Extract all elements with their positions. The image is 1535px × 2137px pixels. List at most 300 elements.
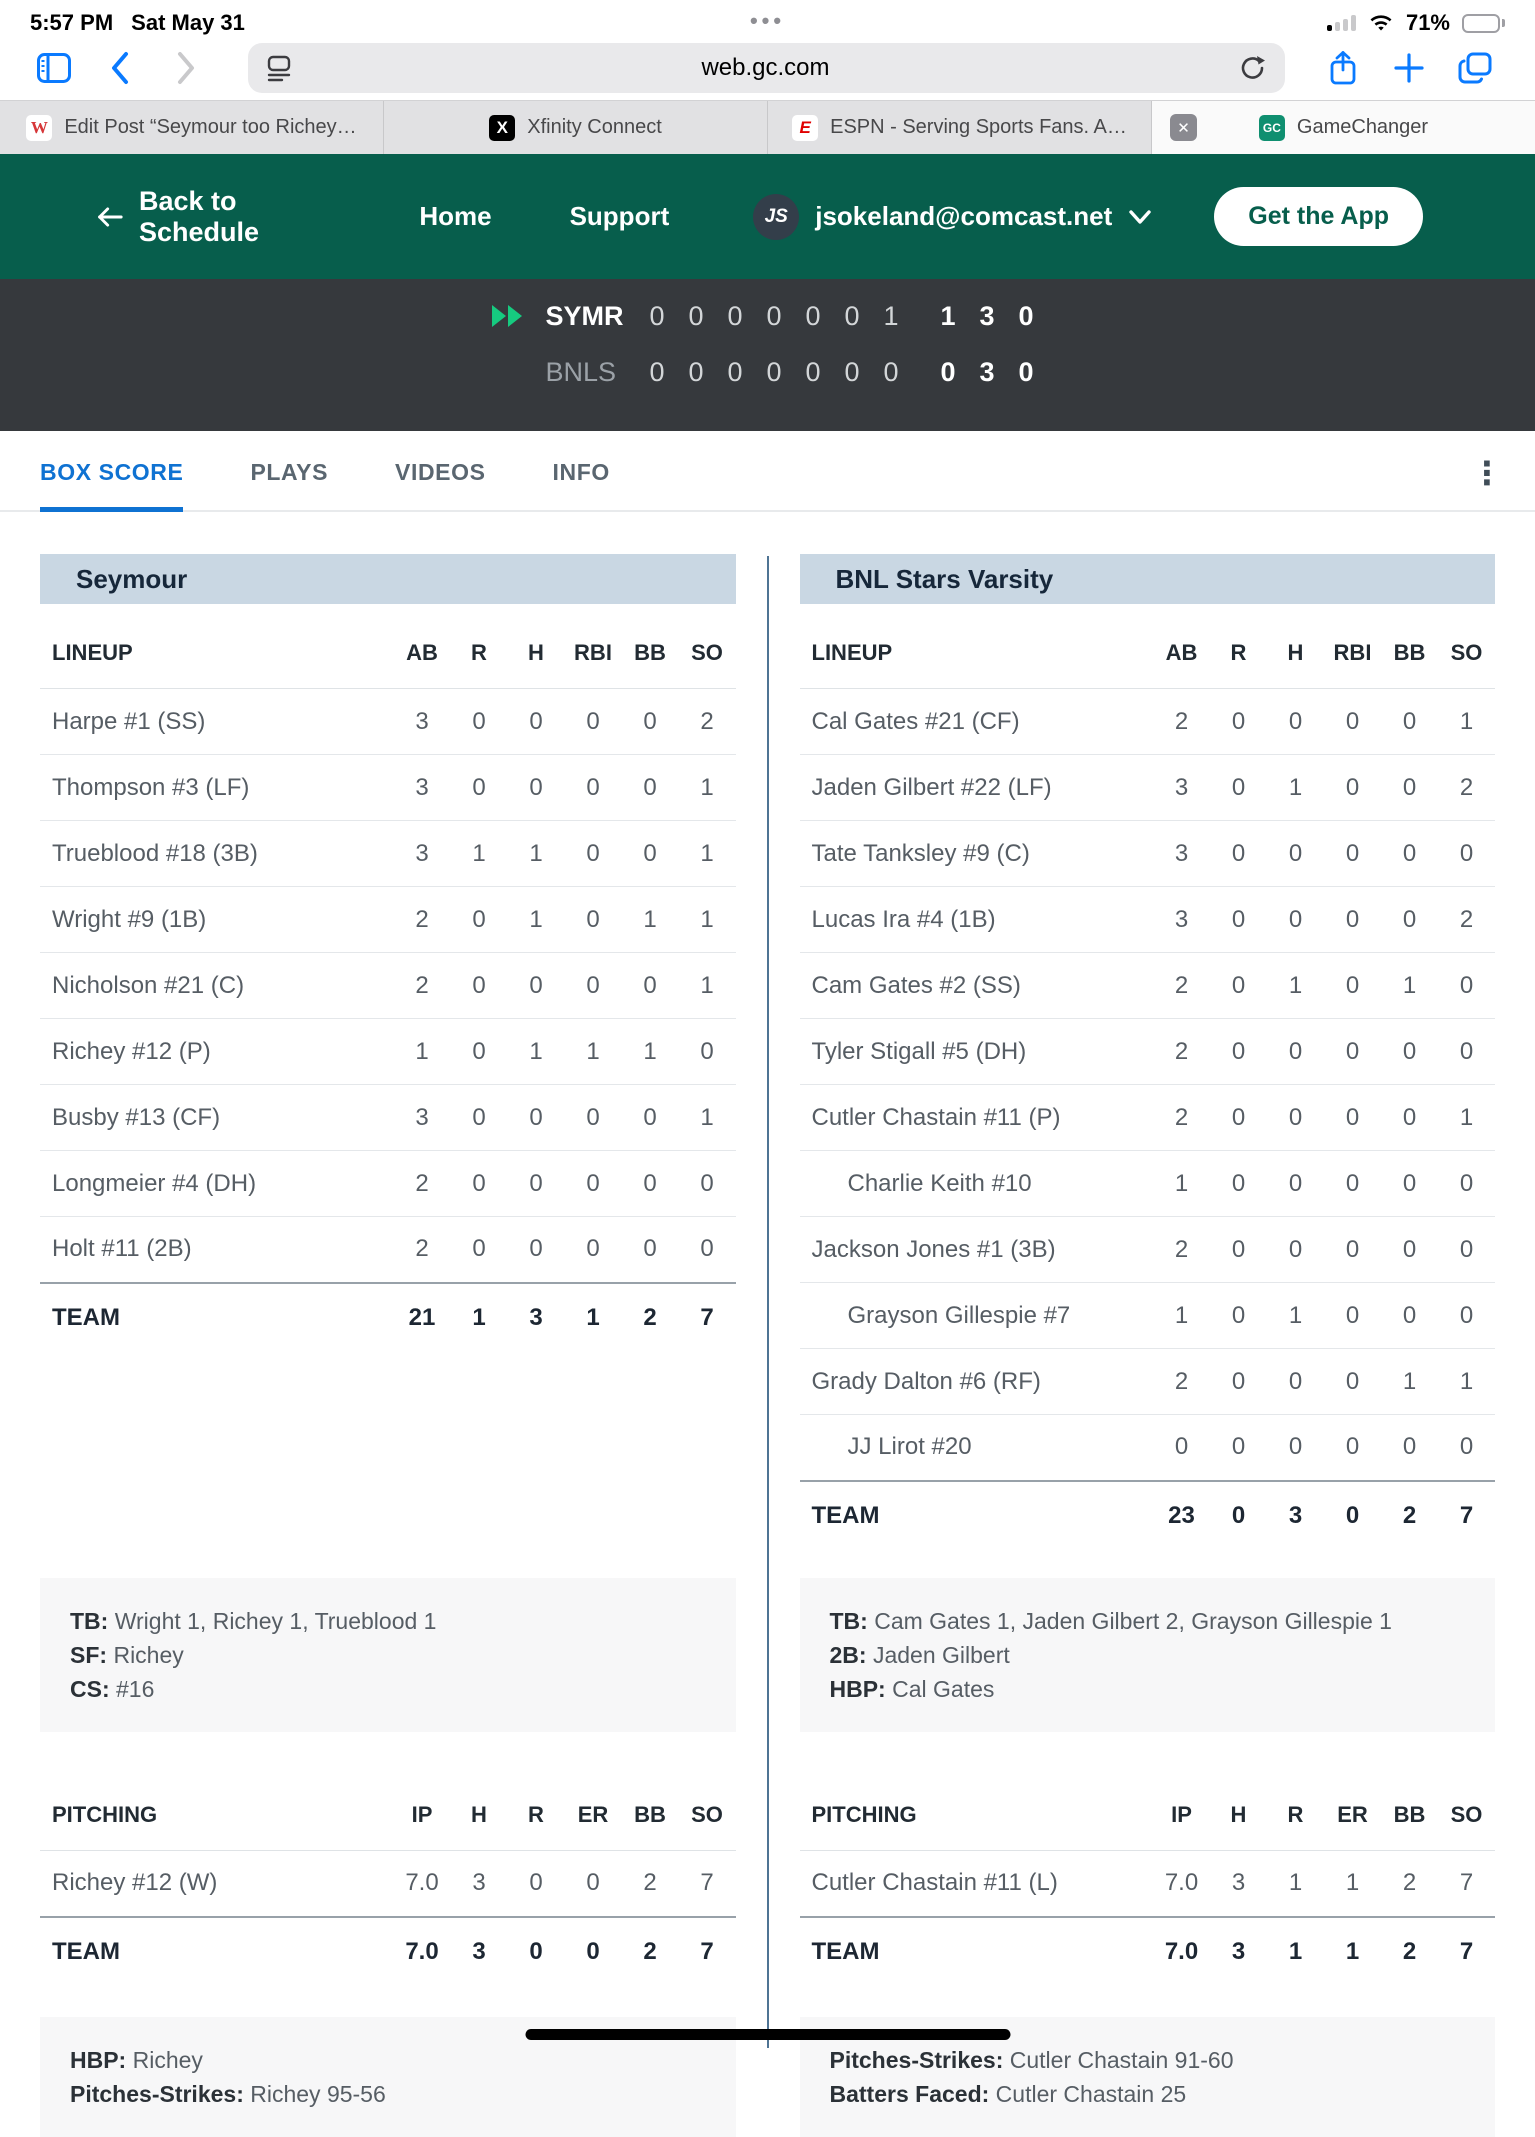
stat-cell: 0 (1381, 821, 1438, 887)
stat-cell: 0 (508, 755, 565, 821)
stat-cell: 1 (565, 1283, 622, 1353)
stat-cell: 0 (679, 1217, 736, 1283)
home-indicator[interactable] (525, 2029, 1010, 2040)
runs-hits-errors: 0 (1018, 300, 1034, 331)
column-header: R (451, 604, 508, 689)
inning-score: 0 (805, 356, 821, 387)
team-total-row (800, 1917, 1496, 1987)
browser-tab[interactable] (384, 101, 768, 154)
stat-cell: 0 (1438, 1019, 1495, 1085)
tab-title: ESPN - Serving Sports Fans. A… (830, 116, 1127, 138)
stat-cell: 0 (1267, 1217, 1324, 1283)
stat-cell: 3 (394, 689, 451, 755)
share-icon[interactable] (1325, 50, 1361, 86)
player-name: Jackson Jones #1 (3B) (800, 1217, 1154, 1283)
chevron-down-icon (1128, 209, 1152, 225)
inning-score: 0 (649, 300, 665, 331)
column-header: SO (679, 604, 736, 689)
batting-row (40, 887, 736, 953)
stat-cell: 0 (1381, 1283, 1438, 1349)
stat-cell: 0 (508, 1151, 565, 1217)
stat-cell: 0 (1324, 755, 1381, 821)
stat-cell: 1 (1153, 1151, 1210, 1217)
stat-cell: 0 (508, 1851, 565, 1917)
stat-cell: 0 (508, 1217, 565, 1283)
stat-cell: 2 (1153, 953, 1210, 1019)
stat-cell: 1 (1381, 1349, 1438, 1415)
stat-cell: 2 (679, 689, 736, 755)
runs-hits-errors: 3 (979, 300, 995, 331)
account-menu[interactable] (753, 194, 1152, 240)
stat-cell: 1 (451, 1283, 508, 1353)
stat-cell: 2 (1438, 755, 1495, 821)
stat-cell: 0 (622, 1217, 679, 1283)
inning-score: 0 (883, 356, 899, 387)
stat-cell: 0 (1210, 689, 1267, 755)
player-name: TEAM (40, 1917, 394, 1987)
nav-support[interactable]: Support (569, 201, 670, 231)
batting-row (800, 821, 1496, 887)
back-button-icon[interactable] (102, 50, 138, 86)
stat-cell: 0 (622, 1151, 679, 1217)
player-name: Jaden Gilbert #22 (LF) (800, 755, 1154, 821)
stat-cell: 1 (1438, 689, 1495, 755)
player-name: Tate Tanksley #9 (C) (800, 821, 1154, 887)
linescore-row (490, 291, 1046, 341)
column-header: LINEUP (800, 604, 1154, 689)
gamechanger-header (0, 154, 1535, 279)
stat-cell: 0 (1381, 755, 1438, 821)
note-line: Batters Faced: Cutler Chastain 25 (829, 2080, 1187, 2107)
column-header: PITCHING (40, 1766, 394, 1851)
stat-cell: 0 (679, 1019, 736, 1085)
stat-cell: 1 (1267, 1283, 1324, 1349)
stat-cell: 1 (1381, 953, 1438, 1019)
tab-box-score[interactable]: BOX SCORE (40, 459, 183, 512)
column-header: BB (622, 604, 679, 689)
stat-cell: 0 (1210, 1151, 1267, 1217)
cellular-signal-icon (1327, 15, 1356, 31)
stat-cell: 0 (1267, 1085, 1324, 1151)
column-header: IP (1153, 1766, 1210, 1851)
batting-table (40, 604, 736, 1353)
player-name: Cal Gates #21 (CF) (800, 689, 1154, 755)
column-header: SO (1438, 1766, 1495, 1851)
batting-row (40, 755, 736, 821)
player-name: Tyler Stigall #5 (DH) (800, 1019, 1154, 1085)
battery-percent: 71% (1405, 10, 1450, 35)
stat-cell: 7 (1438, 1481, 1495, 1551)
stat-cell: 0 (1210, 887, 1267, 953)
stat-cell: 3 (451, 1851, 508, 1917)
batting-row (40, 1151, 736, 1217)
stat-cell: 0 (622, 953, 679, 1019)
inning-score: 0 (649, 356, 665, 387)
stat-cell: 0 (565, 887, 622, 953)
column-divider (767, 556, 769, 2048)
batting-row (800, 689, 1496, 755)
stat-cell: 0 (508, 1917, 565, 1987)
note-line: TB: Cam Gates 1, Jaden Gilbert 2, Grayson Gillespie 1 (829, 1608, 1392, 1634)
sidebar-toggle-icon[interactable] (36, 50, 72, 86)
more-options-kebab-icon[interactable]: ⋮ (1471, 455, 1503, 491)
stat-cell: 0 (1324, 953, 1381, 1019)
batting-row (800, 1349, 1496, 1415)
nav-home[interactable]: Home (419, 201, 492, 231)
back-arrow-icon (96, 205, 123, 229)
stat-cell: 0 (1267, 1415, 1324, 1481)
stat-cell: 0 (451, 1019, 508, 1085)
batting-row (40, 1019, 736, 1085)
stat-cell: 1 (679, 1085, 736, 1151)
stat-cell: 2 (394, 953, 451, 1019)
stat-cell: 1 (679, 755, 736, 821)
stat-cell: 0 (1381, 887, 1438, 953)
inning-score: 0 (727, 300, 743, 331)
stat-cell: 1 (1438, 1085, 1495, 1151)
column-header: AB (1153, 604, 1210, 689)
column-header: H (1267, 604, 1324, 689)
stat-cell: 0 (1210, 1283, 1267, 1349)
player-name: Longmeier #4 (DH) (40, 1151, 394, 1217)
inning-score: 0 (766, 356, 782, 387)
browser-tab[interactable] (1152, 101, 1535, 154)
column-header: R (1267, 1766, 1324, 1851)
stat-cell: 0 (1210, 953, 1267, 1019)
address-bar[interactable] (248, 43, 1285, 93)
espn-favicon: E (792, 115, 818, 141)
stat-cell: 7 (1438, 1917, 1495, 1987)
column-header: AB (394, 604, 451, 689)
stat-cell: 1 (508, 1019, 565, 1085)
stat-cell: 0 (1324, 1349, 1381, 1415)
player-name: Grady Dalton #6 (RF) (800, 1349, 1154, 1415)
stat-cell: 0 (565, 953, 622, 1019)
column-header: H (1210, 1766, 1267, 1851)
note-line: 2B: Jaden Gilbert (829, 1642, 1010, 1668)
batting-row (800, 1019, 1496, 1085)
stat-cell: 0 (508, 953, 565, 1019)
stat-cell: 1 (508, 821, 565, 887)
linescore-scoreboard (0, 279, 1535, 431)
stat-cell: 2 (1153, 1019, 1210, 1085)
column-header: R (1210, 604, 1267, 689)
stat-cell: 3 (1153, 887, 1210, 953)
stat-cell: 0 (1381, 1217, 1438, 1283)
stat-cell: 0 (1324, 1085, 1381, 1151)
column-header: SO (1438, 604, 1495, 689)
stat-cell: 2 (394, 1151, 451, 1217)
stat-cell: 0 (1324, 1415, 1381, 1481)
stat-cell: 2 (622, 1283, 679, 1353)
batting-row (800, 1085, 1496, 1151)
stat-cell: 0 (565, 821, 622, 887)
date: Sat May 31 (131, 10, 245, 35)
player-name: Cam Gates #2 (SS) (800, 953, 1154, 1019)
battery-icon (1462, 14, 1505, 33)
stat-cell: 0 (565, 689, 622, 755)
new-tab-icon[interactable] (1391, 50, 1427, 86)
pitching-row (40, 1851, 736, 1917)
pitching-table (40, 1766, 736, 1987)
tab-close-button[interactable]: ✕ (1170, 114, 1197, 141)
batting-row (40, 953, 736, 1019)
stat-cell: 7 (679, 1851, 736, 1917)
player-name: Cutler Chastain #11 (L) (800, 1851, 1154, 1917)
batting-row (800, 1415, 1496, 1481)
stat-cell: 0 (565, 1917, 622, 1987)
batting-row (800, 755, 1496, 821)
team-name-header: Seymour (40, 554, 736, 604)
runs-hits-errors: 0 (1018, 356, 1034, 387)
player-name: Wright #9 (1B) (40, 887, 394, 953)
player-name: JJ Lirot #20 (800, 1415, 1154, 1481)
ios-status-bar (0, 0, 1535, 36)
team-abbreviation: SYMR (545, 300, 624, 331)
player-name: Holt #11 (2B) (40, 1217, 394, 1283)
column-header: BB (622, 1766, 679, 1851)
pitching-row (800, 1851, 1496, 1917)
url-text: web.gc.com (701, 54, 830, 81)
column-header: RBI (1324, 604, 1381, 689)
column-header: H (451, 1766, 508, 1851)
safari-toolbar (0, 36, 1535, 100)
stat-cell: 7.0 (394, 1851, 451, 1917)
note-line: Pitches-Strikes: Cutler Chastain 91-60 (829, 2046, 1234, 2073)
stat-cell: 0 (1210, 1349, 1267, 1415)
column-header: H (508, 604, 565, 689)
tab-plays[interactable]: PLAYS (250, 459, 329, 485)
inning-score: 1 (883, 300, 899, 331)
column-header: ER (1324, 1766, 1381, 1851)
team-total-row (40, 1917, 736, 1987)
player-name: Grayson Gillespie #7 (800, 1283, 1154, 1349)
stat-cell: 0 (1381, 1151, 1438, 1217)
column-header: BB (1381, 604, 1438, 689)
stat-cell: 0 (1210, 1085, 1267, 1151)
stat-cell: 0 (451, 1217, 508, 1283)
stat-cell: 0 (565, 1217, 622, 1283)
stat-cell: 0 (451, 689, 508, 755)
stat-cell: 3 (1153, 821, 1210, 887)
stat-cell: 3 (508, 1283, 565, 1353)
stat-cell: 23 (1153, 1481, 1210, 1551)
player-name: TEAM (40, 1283, 394, 1353)
column-header: RBI (565, 604, 622, 689)
player-name: Richey #12 (P) (40, 1019, 394, 1085)
stat-cell: 0 (1267, 1349, 1324, 1415)
stat-cell: 0 (451, 1151, 508, 1217)
stat-cell: 2 (1381, 1481, 1438, 1551)
batting-row (40, 1085, 736, 1151)
stat-cell: 0 (1324, 1151, 1381, 1217)
forward-button-icon[interactable] (168, 50, 204, 86)
note-line: CS: #16 (70, 1676, 155, 1702)
stat-cell: 0 (1210, 1019, 1267, 1085)
batting-notes (800, 1578, 1496, 1732)
stat-cell: 0 (451, 1085, 508, 1151)
tab-overview-icon[interactable] (1457, 50, 1493, 86)
stat-cell: 3 (451, 1917, 508, 1987)
stat-cell: 0 (451, 953, 508, 1019)
player-name: TEAM (800, 1917, 1154, 1987)
inning-score: 0 (844, 300, 860, 331)
runs-hits-errors: 0 (940, 356, 956, 387)
stat-cell: 0 (1267, 1151, 1324, 1217)
stat-cell: 0 (1324, 1217, 1381, 1283)
gamechanger-favicon: GC (1259, 115, 1285, 141)
game-page-tabs (0, 431, 1535, 512)
stat-cell: 2 (1153, 1217, 1210, 1283)
browser-tab[interactable] (768, 101, 1152, 154)
stat-cell: 1 (679, 821, 736, 887)
stat-cell: 7 (1438, 1851, 1495, 1917)
column-header: R (508, 1766, 565, 1851)
stat-cell: 0 (1438, 1415, 1495, 1481)
player-name: Richey #12 (W) (40, 1851, 394, 1917)
tab-videos[interactable]: VIDEOS (395, 459, 486, 485)
stat-cell: 0 (1381, 1085, 1438, 1151)
stat-cell: 0 (1438, 1283, 1495, 1349)
page-format-icon[interactable] (266, 54, 292, 82)
column-header: IP (394, 1766, 451, 1851)
stat-cell: 21 (394, 1283, 451, 1353)
inning-score: 0 (805, 300, 821, 331)
xfinity-favicon: X (489, 115, 515, 141)
team-abbreviation: BNLS (545, 356, 617, 387)
stat-cell: 2 (622, 1917, 679, 1987)
stat-cell: 0 (565, 1851, 622, 1917)
tab-title: GameChanger (1296, 116, 1429, 138)
player-name: Lucas Ira #4 (1B) (800, 887, 1154, 953)
stat-cell: 3 (1210, 1917, 1267, 1987)
column-header: SO (679, 1766, 736, 1851)
stat-cell: 0 (1324, 1283, 1381, 1349)
stat-cell: 2 (1381, 1917, 1438, 1987)
stat-cell: 0 (1153, 1415, 1210, 1481)
stat-cell: 1 (679, 887, 736, 953)
stat-cell: 0 (622, 1085, 679, 1151)
batting-row (800, 953, 1496, 1019)
stat-cell: 3 (394, 821, 451, 887)
stat-cell: 0 (1267, 1019, 1324, 1085)
batting-row (800, 1283, 1496, 1349)
stat-cell: 1 (1267, 755, 1324, 821)
batting-table (800, 604, 1496, 1551)
batting-row (40, 1217, 736, 1283)
stat-cell: 1 (679, 953, 736, 1019)
stat-cell: 0 (565, 1085, 622, 1151)
wordpress-favicon: W (26, 115, 52, 141)
stat-cell: 0 (1381, 1415, 1438, 1481)
stat-cell: 0 (1438, 1217, 1495, 1283)
stat-cell: 1 (1324, 1851, 1381, 1917)
reload-icon[interactable] (1239, 53, 1267, 83)
stat-cell: 0 (622, 821, 679, 887)
browser-tab[interactable] (0, 101, 384, 154)
safari-tab-strip (0, 100, 1535, 154)
note-line: HBP: Richey (70, 2046, 203, 2073)
stat-cell: 2 (1381, 1851, 1438, 1917)
stat-cell: 0 (1210, 755, 1267, 821)
stat-cell: 0 (622, 755, 679, 821)
inning-score: 0 (844, 356, 860, 387)
stat-cell: 1 (1267, 1917, 1324, 1987)
batting-row (800, 887, 1496, 953)
stat-cell: 3 (1267, 1481, 1324, 1551)
player-name: Harpe #1 (SS) (40, 689, 394, 755)
stat-cell: 7.0 (1153, 1851, 1210, 1917)
stat-cell: 0 (1267, 887, 1324, 953)
stat-cell: 0 (1381, 689, 1438, 755)
team-total-row (40, 1283, 736, 1353)
stat-cell: 0 (1324, 1019, 1381, 1085)
stat-cell: 0 (679, 1151, 736, 1217)
stat-cell: 1 (1324, 1917, 1381, 1987)
pitching-table (800, 1766, 1496, 1987)
player-name: Busby #13 (CF) (40, 1085, 394, 1151)
inning-score: 0 (766, 300, 782, 331)
stat-cell: 0 (1381, 1019, 1438, 1085)
inning-score: 0 (688, 300, 704, 331)
inning-score: 0 (727, 356, 743, 387)
column-header: PITCHING (800, 1766, 1154, 1851)
stat-cell: 7.0 (1153, 1917, 1210, 1987)
stat-cell: 2 (394, 887, 451, 953)
stat-cell: 1 (394, 1019, 451, 1085)
stat-cell: 1 (565, 1019, 622, 1085)
stat-cell: 0 (1210, 821, 1267, 887)
stat-cell: 0 (1210, 1217, 1267, 1283)
player-name: Nicholson #21 (C) (40, 953, 394, 1019)
inning-score: 0 (688, 356, 704, 387)
stat-cell: 0 (1324, 821, 1381, 887)
note-line: TB: Wright 1, Richey 1, Trueblood 1 (70, 1608, 437, 1634)
play-indicator-arrows-icon (490, 303, 546, 329)
batting-row (800, 1217, 1496, 1283)
batting-notes (40, 1578, 736, 1732)
wifi-icon (1368, 14, 1394, 33)
clock: 5:57 PM (30, 10, 114, 35)
get-the-app-button[interactable]: Get the App (1214, 187, 1423, 246)
team-box-score (40, 554, 736, 2137)
stat-cell: 0 (1438, 821, 1495, 887)
player-name: Charlie Keith #10 (800, 1151, 1154, 1217)
stat-cell: 2 (394, 1217, 451, 1283)
back-to-schedule-link[interactable] (96, 186, 341, 248)
stat-cell: 0 (1267, 821, 1324, 887)
stat-cell: 2 (1153, 1085, 1210, 1151)
tab-title: Xfinity Connect (527, 116, 662, 138)
note-line: SF: Richey (70, 1642, 184, 1668)
stat-cell: 0 (1324, 689, 1381, 755)
stat-cell: 0 (1438, 1151, 1495, 1217)
linescore-row (490, 347, 1046, 397)
player-name: Cutler Chastain #11 (P) (800, 1085, 1154, 1151)
back-to-schedule-label: Back to Schedule (138, 185, 260, 247)
stat-cell: 0 (565, 755, 622, 821)
team-name-header: BNL Stars Varsity (800, 554, 1496, 604)
team-box-score (800, 554, 1496, 2137)
stat-cell: 3 (1210, 1851, 1267, 1917)
player-name: TEAM (800, 1481, 1154, 1551)
note-line: HBP: Cal Gates (829, 1676, 995, 1702)
stat-cell: 0 (1210, 1415, 1267, 1481)
stat-cell: 3 (394, 1085, 451, 1151)
stat-cell: 7 (679, 1283, 736, 1353)
tab-info[interactable]: INFO (552, 459, 610, 485)
stat-cell: 1 (1267, 953, 1324, 1019)
